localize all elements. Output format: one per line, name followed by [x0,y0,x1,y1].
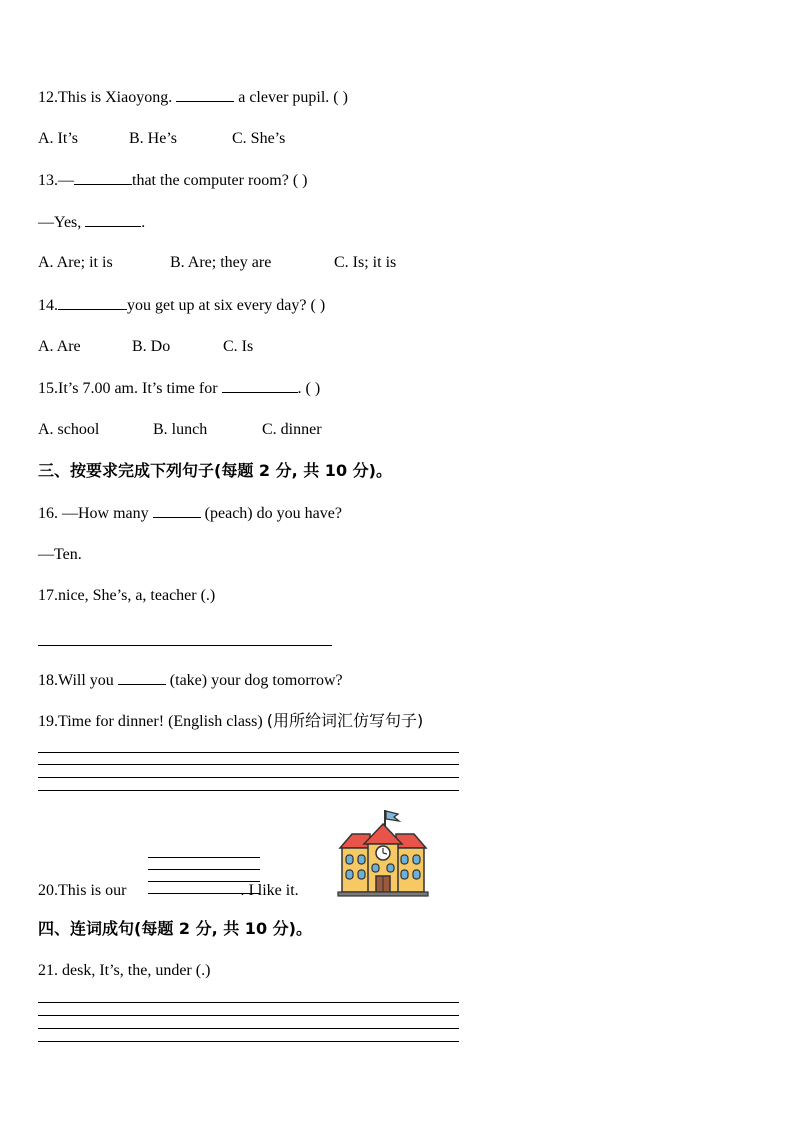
q15-options [38,420,322,440]
q17-answer-line[interactable] [38,645,332,646]
q12-prefix: 12.This is Xiaoyong. [38,89,173,106]
q13-blank[interactable] [74,170,132,185]
q20-answer-line-1[interactable] [148,857,260,858]
q19-answer-line-3[interactable] [38,777,459,778]
q12-option-a[interactable]: A. It’s [38,130,78,147]
q14-prefix: 14. [38,297,58,314]
q13-option-b[interactable]: B. Are; they are [170,254,272,271]
q14-blank[interactable] [58,295,127,310]
q21-answer-line-1[interactable] [38,1002,459,1003]
q15-option-b[interactable]: B. lunch [153,421,208,438]
q20-prefix: 20.This is our [38,882,127,899]
q18-blank[interactable] [118,670,166,685]
q13-reply [38,212,145,233]
q16-suffix: (peach) do you have? [204,505,342,522]
q16-blank[interactable] [153,503,201,518]
q14-option-c[interactable]: C. Is [223,338,254,355]
q15-option-c[interactable]: C. dinner [262,421,322,438]
q15-blank[interactable] [222,378,298,393]
q21-answer-line-3[interactable] [38,1028,459,1029]
q13-option-c[interactable]: C. Is; it is [334,254,397,271]
q15-suffix: . ( ) [297,380,321,397]
q13-prefix: 13.— [38,172,74,189]
q20-answer-line-2[interactable] [148,869,260,870]
q19-answer-line-2[interactable] [38,764,459,765]
q19-hint: (用所给词汇仿写句子) [266,711,424,730]
q15-option-a[interactable]: A. school [38,421,100,438]
q12-option-b[interactable]: B. He’s [129,130,177,147]
q16-line [38,503,342,524]
q12-option-c[interactable]: C. She’s [232,130,286,147]
q12-options [38,129,285,149]
q13-option-a[interactable]: A. Are; it is [38,254,113,271]
q13-suffix: that the computer room? ( ) [132,172,308,189]
q21-answer-line-2[interactable] [38,1015,459,1016]
q20-line [38,881,299,901]
q13-reply-suffix: . [141,214,146,231]
section-4-heading: 四、连词成句(每题 2 分, 共 10 分)。 [38,919,312,938]
q19-answer-line-1[interactable] [38,752,459,753]
q13-options [38,253,396,273]
q12-line [38,87,348,108]
school-building-icon [334,808,432,898]
q12-suffix: a clever pupil. ( ) [238,89,348,106]
q18-suffix: (take) your dog tomorrow? [169,672,343,689]
q19-line [38,711,423,732]
q20-suffix: . I like it. [240,882,299,899]
q19-text: 19.Time for dinner! (English class) [38,713,263,730]
q13-line [38,170,308,191]
q21-line: 21. desk, It’s, the, under (.) [38,962,211,979]
q14-option-a[interactable]: A. Are [38,338,81,355]
q18-line [38,670,343,691]
q16-reply: —Ten. [38,546,82,563]
q18-prefix: 18.Will you [38,672,114,689]
section-3-heading: 三、按要求完成下列句子(每题 2 分, 共 10 分)。 [38,461,392,480]
q14-options [38,337,253,357]
q12-blank[interactable] [176,87,234,102]
q16-prefix: 16. —How many [38,505,149,522]
q15-line [38,378,320,399]
q13-reply-blank[interactable] [85,212,141,227]
q14-line [38,295,325,316]
q14-option-b[interactable]: B. Do [132,338,171,355]
q19-answer-line-4[interactable] [38,790,459,791]
q15-prefix: 15.It’s 7.00 am. It’s time for [38,380,218,397]
q17-line: 17.nice, She’s, a, teacher (.) [38,587,216,604]
q21-answer-line-4[interactable] [38,1041,459,1042]
q13-reply-prefix: —Yes, [38,214,82,231]
q14-suffix: you get up at six every day? ( ) [127,297,326,314]
